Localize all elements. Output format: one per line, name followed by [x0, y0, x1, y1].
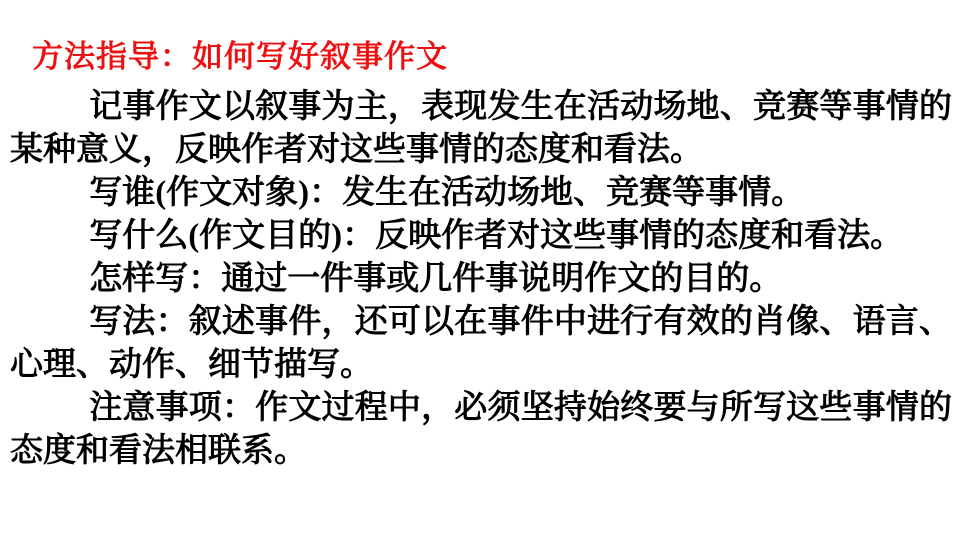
paragraph-how: 怎样写：通过一件事或几件事说明作文的目的。 [89, 261, 783, 297]
paragraph-method: 写法：叙述事件，还可以在事件中进行有效的肖像、语言、心理、动作、细节描写。 [10, 304, 952, 383]
slide-body [10, 86, 952, 473]
paragraph-who: 写谁(作文对象)：发生在活动场地、竞赛等事情。 [89, 175, 805, 211]
paragraph-intro: 记事作文以叙事为主，表现发生在活动场地、竞赛等事情的某种意义，反映作者对这些事情的态度和看法。 [10, 89, 952, 168]
slide-title: 方法指导：如何写好叙事作文 [32, 39, 448, 74]
paragraph-what: 写什么(作文目的)：反映作者对这些事情的态度和看法。 [89, 218, 904, 254]
paragraph-notes: 注意事项：作文过程中，必须坚持始终要与所写这些事情的态度和看法相联系。 [10, 390, 952, 469]
